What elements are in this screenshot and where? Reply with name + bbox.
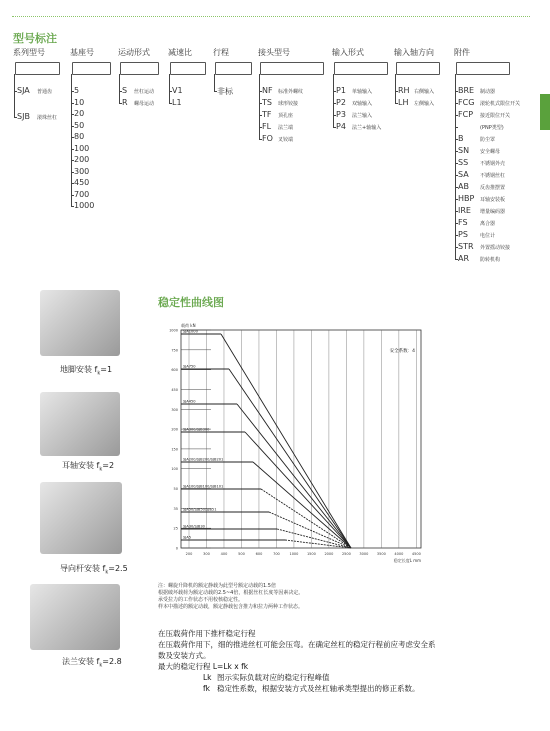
plot-frame [181,330,421,548]
accessory-code: PS [458,230,468,239]
header-4: 行程 [213,48,229,57]
accessory-desc: 反齿推摆置 [480,185,506,191]
code-box[interactable] [170,62,206,75]
base-code: 200 [74,155,90,164]
x-tick-label: 3000 [359,552,369,556]
base-code: 20 [74,109,85,118]
code-box[interactable] [215,62,252,75]
accessory-code: FCG [458,98,475,107]
y-tick-label: 750 [171,348,178,353]
code-box[interactable] [15,62,60,75]
y-tick-label: 100 [171,467,178,472]
accessory-code: FS [458,218,468,227]
motion-desc: 丝杠运动 [134,89,155,95]
caption-foot-mount: 地脚安装 $f_k=1$ [60,365,113,377]
series-code: SJA [17,86,30,95]
column-connector [169,74,170,103]
tick [455,127,458,128]
series-desc: 普通齿 [37,89,53,95]
accessory-desc: 滚轮机式限位开关 [480,101,521,107]
photo-flange-mount [30,584,120,650]
accessory-desc: 增量编码器 [480,209,506,215]
header-5: 接头型号 [258,48,290,57]
joint-desc: 法兰端 [278,125,294,131]
accessory-desc: (PNP类型) [480,125,504,131]
series-label: SJA300/SJB300 [183,427,210,432]
x-tick-label: 200 [185,552,193,556]
joint-desc: 球形铰接 [278,101,299,107]
note-line: 注：螺旋升降机的额定静载为此型号额定动载的1.5倍 [158,583,276,589]
y-tick-label: 300 [171,407,178,412]
accessory-code: AB [458,182,469,191]
header-7: 输入轴方向 [394,48,434,57]
code-box[interactable] [396,62,440,75]
column-connector [395,74,396,103]
ratio-code: L1 [172,98,182,107]
x-tick-label: 4500 [411,552,421,556]
y-tick-label: 150 [171,447,178,452]
accessory-code: SS [458,158,469,167]
photo-guide-rod-mount [40,482,122,554]
x-tick-label: 4000 [394,552,404,556]
caption-trunnion-mount: 耳轴安装 $f_k=2$ [62,461,115,473]
y-tick-label: 450 [171,387,178,392]
y-tick-label: 50 [173,487,178,492]
base-code: 700 [74,189,90,199]
accessory-code: IRE [458,206,471,215]
x-tick-label: 3500 [376,552,386,556]
note-line: 样本中描述的额定动载，额定静载包含推力和拉力两种工作状态。 [158,604,304,610]
x-tick-label: 1500 [306,552,316,556]
def-lk: Lk 图示实际负载对应的稳定行程峰值 [203,673,330,682]
input-code: P1 [336,86,346,95]
series-label: SJA30/SJB30 [183,524,205,529]
direction-desc: 右侧输入 [414,89,435,95]
direction-desc: 左侧输入 [414,101,435,107]
code-box[interactable] [72,62,111,75]
joint-code: FO [262,134,273,143]
stability-chart [155,318,435,580]
series-desc: 滚珠丝杠 [37,115,58,121]
series-code: SJB [17,112,30,121]
section-title-model: 型号标注 [13,32,57,45]
header-6: 输入形式 [332,48,364,57]
accessory-desc: 外置摇动铰接 [480,245,511,251]
header-2: 运动形式 [118,48,150,57]
column-connector [71,74,72,206]
section-title-stability: 稳定性曲线图 [158,296,224,309]
joint-code: TS [262,98,272,107]
base-code: 450 [74,178,90,187]
top-divider [12,16,530,17]
y-tick-label: 600 [171,368,178,373]
photo-trunnion-mount [40,392,120,456]
side-tab [540,94,550,130]
stroke-heading: 在压载荷作用下推杆稳定行程 [158,629,256,638]
base-code: 50 [74,120,85,130]
x-tick-label: 700 [273,552,280,556]
safety-factor: 安全系数：4 [389,349,415,354]
accessory-desc: 不锈钢丝杠 [480,173,506,179]
accessory-desc: 防尘罩 [480,137,496,143]
column-connector [455,74,456,259]
accessory-desc: 不锈钢外壳 [480,161,506,167]
x-tick-label: 2000 [324,552,334,556]
base-code: 300 [74,166,90,176]
joint-desc: 标准外螺纹 [278,89,304,95]
joint-desc: 顶孔座 [278,113,294,119]
stroke-formula: 最大的稳定行程 L=Lk x fk [158,662,249,671]
accessory-desc: 安全螺母 [480,149,501,155]
accessory-code: SA [458,170,469,179]
column-connector [333,74,334,127]
header-0: 系列型号 [13,48,45,57]
header-1: 基座号 [70,48,94,57]
caption-flange-mount: 法兰安装 $f_k=2.8$ [62,657,122,669]
accessory-desc: 电位计 [480,233,496,239]
x-tick-label: 400 [220,552,228,556]
stroke-section [158,628,538,694]
code-box[interactable] [334,62,388,75]
y-tick-label: 35 [173,506,178,511]
motion-code: S [122,86,128,95]
input-code: P2 [336,98,346,107]
direction-code: LH [398,98,409,107]
y-tick-label: 1000 [169,328,178,333]
stroke-code: 非标 [217,87,233,96]
code-box[interactable] [456,62,510,75]
series-label: SJA100/SJB100/SJB101 [183,484,224,489]
joint-code: TF [262,110,272,119]
accessory-desc: 防转机构 [480,257,501,263]
base-code: 100 [74,143,90,153]
y-tick-label: 200 [171,427,178,432]
x-tick-label: 2500 [341,552,351,556]
column-connector [214,74,215,91]
accessory-code: SN [458,146,470,155]
accessory-desc: 耳轴安装板 [480,197,506,203]
input-desc: 法兰+轴输入 [352,125,382,131]
accessory-desc: 制动器 [480,89,496,95]
note-line: 根据破坏载荷为额定动载的2.5~4倍，根据丝杠长度等因素决定。 [158,590,304,596]
accessory-desc: 接近限位开关 [480,113,511,119]
accessory-code: AR [458,254,470,263]
header-8: 附件 [454,48,470,57]
stroke-line1: 在压载荷作用下，细的推进丝杠可能会压弯。在确定丝杠的稳定行程前应考虑安全系 [158,640,436,649]
series-label: SJA450 [183,399,196,404]
motion-desc: 螺母运动 [134,101,155,107]
stroke-line2: 数及安装方式。 [158,651,211,660]
joint-desc: 叉铰端 [278,137,294,143]
input-desc: 单轴输入 [352,89,373,95]
x-tick-label: 300 [203,552,210,556]
joint-code: NF [262,86,273,95]
accessory-code: STR [458,242,474,251]
series-label: SJA200/SJB200/SJB201 [183,457,224,462]
base-code: 1000 [74,201,95,210]
y-tick-label: 0 [175,546,178,551]
accessory-code: FCP [458,110,474,119]
series-label: SJA50/SJB50/SJB51 [183,507,217,512]
code-box[interactable] [120,62,159,75]
x-axis-label: 稳定长度L mm [393,558,421,563]
def-fk: fk 稳定性系数，根据安装方式及丝杠轴承类型提出的修正系数。 [203,684,420,693]
x-tick-label: 600 [255,552,263,556]
photo-foot-mount [40,290,120,356]
motion-code: R [122,98,128,107]
accessory-code: HBP [458,194,475,203]
accessory-desc: 离合器 [480,221,496,227]
y-tick-label: 25 [173,526,178,531]
header-3: 减速比 [168,48,192,57]
input-desc: 法兰输入 [352,113,373,119]
joint-code: FL [262,122,272,131]
series-label: SJA1000 [183,329,198,334]
base-code: 80 [74,132,85,141]
note-line: 承受拉力的工作状态不用校核稳定性。 [158,597,244,603]
series-label: SJA750 [183,364,196,369]
base-code: 5 [74,86,80,95]
column-connector [14,74,15,117]
input-desc: 双轴输入 [352,101,373,107]
code-box[interactable] [260,62,324,75]
caption-guide-rod-mount: 导向杆安装 $f_k=2.5$ [60,564,128,576]
ratio-code: V1 [172,86,183,95]
accessory-code: BRE [458,86,475,95]
x-tick-label: 500 [238,552,245,556]
series-label: SJA5 [183,535,192,540]
input-code: P4 [336,122,346,131]
column-connector [119,74,120,103]
chart-notes [158,583,488,611]
direction-code: RH [398,86,410,95]
y-axis-label: 载荷 kN [181,323,196,328]
column-connector [259,74,260,139]
input-code: P3 [336,110,346,119]
x-tick-label: 1000 [289,552,299,556]
base-code: 10 [74,97,85,107]
accessory-code: B [458,134,464,143]
